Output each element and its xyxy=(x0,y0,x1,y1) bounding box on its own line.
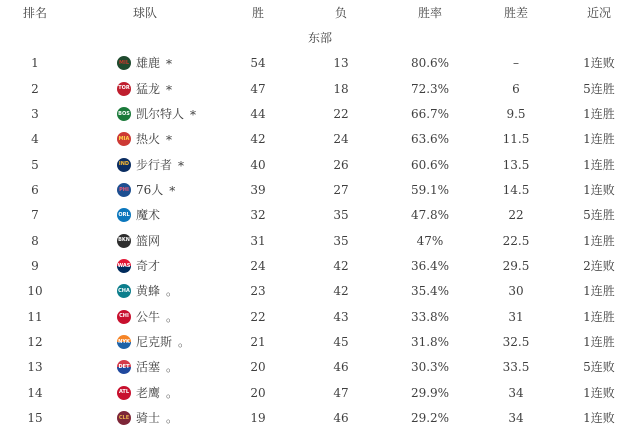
wins-cell xyxy=(220,253,296,278)
rank-value: 11 xyxy=(27,309,43,324)
wins-value: 24 xyxy=(250,259,266,274)
wins-value: 19 xyxy=(250,411,266,426)
pct-cell xyxy=(386,304,474,329)
gb-cell xyxy=(474,304,558,329)
team-abbr: CLE xyxy=(118,414,130,421)
wins-value: 39 xyxy=(250,183,266,198)
streak-cell xyxy=(558,51,640,76)
header-row xyxy=(0,0,640,25)
gb-cell xyxy=(474,127,558,152)
rank-cell xyxy=(0,253,70,278)
losses-cell xyxy=(296,279,386,304)
losses-cell xyxy=(296,152,386,177)
wins-value: 31 xyxy=(250,233,266,248)
rank-cell xyxy=(0,127,70,152)
rank-cell xyxy=(0,329,70,354)
wins-value: 21 xyxy=(250,335,266,350)
losses-value: 42 xyxy=(333,284,349,299)
gb-value: 11.5 xyxy=(502,132,530,147)
rank-cell xyxy=(0,76,70,101)
team-name: 雄鹿 xyxy=(136,56,161,71)
team-logo-icon xyxy=(117,208,131,222)
rank-value: 10 xyxy=(27,284,43,299)
losses-cell xyxy=(296,355,386,380)
table-row xyxy=(0,279,640,304)
streak-value: 1连胜 xyxy=(583,132,615,147)
col-header-gb: 胜差 xyxy=(503,5,528,20)
team-logo-icon xyxy=(117,107,131,121)
team-abbr: MIL xyxy=(118,59,130,66)
team-cell xyxy=(70,228,220,253)
team-abbr: ATL xyxy=(118,389,130,396)
streak-cell xyxy=(558,76,640,101)
gb-cell xyxy=(474,279,558,304)
streak-cell xyxy=(558,152,640,177)
clinch-marker: * xyxy=(166,133,173,148)
gb-cell xyxy=(474,152,558,177)
wins-cell xyxy=(220,51,296,76)
team-abbr: WAS xyxy=(117,262,131,269)
team-logo-icon xyxy=(117,411,131,425)
losses-cell xyxy=(296,253,386,278)
table-row xyxy=(0,304,640,329)
streak-value: 1连胜 xyxy=(583,335,615,350)
wins-value: 20 xyxy=(250,385,266,400)
streak-cell xyxy=(558,329,640,354)
table-row xyxy=(0,329,640,354)
streak-value: 1连胜 xyxy=(583,309,615,324)
rank-value: 1 xyxy=(31,56,39,71)
pct-value: 59.1% xyxy=(410,183,450,198)
team-logo-icon xyxy=(117,234,131,248)
team-name: 活塞 xyxy=(136,360,161,375)
gb-value: 33.5 xyxy=(502,360,530,375)
rank-value: 15 xyxy=(27,411,43,426)
team-cell xyxy=(70,253,220,278)
gb-cell xyxy=(474,177,558,202)
team-name: 凯尔特人 xyxy=(136,107,185,122)
team-cell xyxy=(70,76,220,101)
streak-cell xyxy=(558,203,640,228)
losses-cell xyxy=(296,406,386,431)
losses-value: 26 xyxy=(333,157,349,172)
table-row xyxy=(0,228,640,253)
gb-value: – xyxy=(513,56,519,71)
rank-value: 14 xyxy=(27,385,43,400)
wins-value: 20 xyxy=(250,360,266,375)
pct-value: 35.4% xyxy=(410,284,450,299)
wins-cell xyxy=(220,304,296,329)
pct-value: 31.8% xyxy=(410,335,450,350)
rank-cell xyxy=(0,228,70,253)
table-row xyxy=(0,51,640,76)
clinch-marker: * xyxy=(169,184,176,199)
wins-value: 40 xyxy=(250,157,266,172)
gb-value: 6 xyxy=(512,81,520,96)
clinch-marker: * xyxy=(190,108,197,123)
team-name: 步行者 xyxy=(136,157,173,172)
wins-cell xyxy=(220,406,296,431)
streak-value: 1连胜 xyxy=(583,233,615,248)
team-logo-icon xyxy=(117,284,131,298)
gb-cell xyxy=(474,329,558,354)
wins-cell xyxy=(220,279,296,304)
wins-cell xyxy=(220,127,296,152)
wins-cell xyxy=(220,329,296,354)
team-logo-icon xyxy=(117,335,131,349)
col-header-pct: 胜率 xyxy=(417,5,442,20)
team-abbr: CHA xyxy=(118,287,130,294)
rank-cell xyxy=(0,203,70,228)
team-cell xyxy=(70,51,220,76)
team-cell xyxy=(70,329,220,354)
clinch-marker: 。 xyxy=(166,385,179,400)
streak-value: 1连败 xyxy=(583,411,615,426)
pct-cell xyxy=(386,76,474,101)
gb-value: 22 xyxy=(508,208,524,223)
streak-value: 1连败 xyxy=(583,183,615,198)
col-header-wins: 胜 xyxy=(251,5,264,20)
team-name: 公牛 xyxy=(136,309,161,324)
team-cell xyxy=(70,279,220,304)
losses-value: 46 xyxy=(333,360,349,375)
col-header-streak: 近况 xyxy=(586,5,611,20)
streak-value: 1连胜 xyxy=(583,107,615,122)
losses-value: 27 xyxy=(333,183,349,198)
losses-cell xyxy=(296,101,386,126)
table-row xyxy=(0,203,640,228)
team-name: 黄蜂 xyxy=(136,284,161,299)
team-name: 魔术 xyxy=(136,208,161,223)
rank-value: 5 xyxy=(31,157,39,172)
losses-cell xyxy=(296,329,386,354)
gb-cell xyxy=(474,228,558,253)
streak-value: 1连败 xyxy=(583,56,615,71)
wins-value: 47 xyxy=(250,81,266,96)
team-name: 篮网 xyxy=(136,233,161,248)
clinch-marker: 。 xyxy=(166,284,179,299)
team-abbr: ORL xyxy=(118,211,130,218)
rank-value: 9 xyxy=(31,259,39,274)
losses-cell xyxy=(296,127,386,152)
team-logo-icon xyxy=(117,82,131,96)
col-header-team: 球队 xyxy=(132,5,157,20)
streak-cell xyxy=(558,101,640,126)
clinch-marker: 。 xyxy=(166,411,179,426)
gb-cell xyxy=(474,355,558,380)
team-cell xyxy=(70,101,220,126)
wins-value: 32 xyxy=(250,208,266,223)
team-logo-icon xyxy=(117,386,131,400)
pct-value: 33.8% xyxy=(410,309,450,324)
pct-value: 47.8% xyxy=(410,208,450,223)
streak-cell xyxy=(558,127,640,152)
team-logo-icon xyxy=(117,158,131,172)
pct-value: 66.7% xyxy=(410,107,450,122)
pct-value: 63.6% xyxy=(410,132,450,147)
team-cell xyxy=(70,203,220,228)
pct-value: 72.3% xyxy=(410,81,450,96)
pct-cell xyxy=(386,177,474,202)
rank-value: 3 xyxy=(31,107,39,122)
team-name: 尼克斯 xyxy=(136,335,173,350)
losses-cell xyxy=(296,380,386,405)
wins-value: 44 xyxy=(250,107,266,122)
pct-cell xyxy=(386,329,474,354)
pct-cell xyxy=(386,406,474,431)
clinch-marker: * xyxy=(178,158,185,173)
wins-cell xyxy=(220,203,296,228)
gb-cell xyxy=(474,101,558,126)
streak-cell xyxy=(558,228,640,253)
wins-cell xyxy=(220,380,296,405)
gb-value: 31 xyxy=(508,309,524,324)
team-cell xyxy=(70,177,220,202)
rank-value: 13 xyxy=(27,360,43,375)
table-row xyxy=(0,406,640,431)
losses-cell xyxy=(296,51,386,76)
gb-cell xyxy=(474,380,558,405)
gb-cell xyxy=(474,203,558,228)
rank-cell xyxy=(0,177,70,202)
team-abbr: TOR xyxy=(118,85,130,92)
table-row xyxy=(0,76,640,101)
team-cell xyxy=(70,355,220,380)
clinch-marker: * xyxy=(166,57,173,72)
team-cell xyxy=(70,406,220,431)
gb-value: 34 xyxy=(508,385,524,400)
streak-value: 2连败 xyxy=(583,259,615,274)
standings-body xyxy=(0,25,640,431)
team-abbr: BOS xyxy=(118,110,130,117)
team-abbr: DET xyxy=(118,363,130,370)
losses-cell xyxy=(296,177,386,202)
team-logo-icon xyxy=(117,56,131,70)
wins-cell xyxy=(220,76,296,101)
gb-value: 13.5 xyxy=(502,157,530,172)
team-cell xyxy=(70,380,220,405)
losses-cell xyxy=(296,203,386,228)
table-row xyxy=(0,380,640,405)
losses-value: 18 xyxy=(333,81,349,96)
pct-cell xyxy=(386,51,474,76)
rank-value: 2 xyxy=(31,81,39,96)
pct-cell xyxy=(386,152,474,177)
clinch-marker: * xyxy=(166,82,173,97)
wins-value: 23 xyxy=(250,284,266,299)
rank-cell xyxy=(0,406,70,431)
gb-value: 9.5 xyxy=(506,107,526,122)
rank-value: 12 xyxy=(27,335,43,350)
losses-value: 42 xyxy=(333,259,349,274)
losses-value: 13 xyxy=(333,56,349,71)
team-abbr: BKN xyxy=(118,237,130,244)
team-abbr: MIA xyxy=(118,135,130,142)
gb-value: 34 xyxy=(508,411,524,426)
team-logo-icon xyxy=(117,259,131,273)
streak-value: 1连败 xyxy=(583,385,615,400)
rank-cell xyxy=(0,51,70,76)
rank-cell xyxy=(0,380,70,405)
team-cell xyxy=(70,127,220,152)
clinch-marker: 。 xyxy=(178,335,191,350)
losses-cell xyxy=(296,304,386,329)
streak-cell xyxy=(558,304,640,329)
wins-cell xyxy=(220,355,296,380)
col-header-rank: 排名 xyxy=(22,5,47,20)
rank-value: 4 xyxy=(31,132,39,147)
pct-cell xyxy=(386,279,474,304)
gb-value: 32.5 xyxy=(502,335,530,350)
gb-value: 29.5 xyxy=(502,259,530,274)
streak-value: 5连败 xyxy=(583,360,615,375)
rank-cell xyxy=(0,101,70,126)
table-row xyxy=(0,355,640,380)
team-logo-icon xyxy=(117,183,131,197)
streak-value: 1连胜 xyxy=(583,284,615,299)
losses-value: 35 xyxy=(333,233,349,248)
streak-value: 5连胜 xyxy=(583,208,615,223)
pct-value: 29.2% xyxy=(410,411,450,426)
team-logo-icon xyxy=(117,132,131,146)
losses-cell xyxy=(296,228,386,253)
pct-cell xyxy=(386,253,474,278)
rank-cell xyxy=(0,279,70,304)
table-row xyxy=(0,253,640,278)
col-header-losses: 负 xyxy=(334,5,347,20)
streak-cell xyxy=(558,253,640,278)
rank-value: 6 xyxy=(31,183,39,198)
clinch-marker: 。 xyxy=(166,309,179,324)
pct-value: 36.4% xyxy=(410,259,450,274)
losses-value: 35 xyxy=(333,208,349,223)
losses-value: 47 xyxy=(333,385,349,400)
streak-value: 5连胜 xyxy=(583,81,615,96)
team-abbr: NYK xyxy=(118,338,130,345)
team-abbr: CHI xyxy=(119,313,129,320)
pct-cell xyxy=(386,380,474,405)
pct-value: 29.9% xyxy=(410,385,450,400)
wins-value: 42 xyxy=(250,132,266,147)
rank-value: 8 xyxy=(31,233,39,248)
pct-value: 80.6% xyxy=(410,56,450,71)
gb-value: 22.5 xyxy=(502,233,530,248)
streak-cell xyxy=(558,380,640,405)
team-name: 奇才 xyxy=(136,259,161,274)
team-name: 76人 xyxy=(136,183,164,198)
clinch-marker: 。 xyxy=(166,360,179,375)
wins-cell xyxy=(220,228,296,253)
streak-cell xyxy=(558,406,640,431)
team-logo-icon xyxy=(117,360,131,374)
gb-cell xyxy=(474,406,558,431)
table-row xyxy=(0,101,640,126)
wins-value: 22 xyxy=(250,309,266,324)
team-cell xyxy=(70,304,220,329)
team-name: 骑士 xyxy=(136,411,161,426)
gb-cell xyxy=(474,253,558,278)
team-abbr: IND xyxy=(118,161,130,168)
rank-cell xyxy=(0,152,70,177)
wins-cell xyxy=(220,101,296,126)
team-name: 热火 xyxy=(136,132,161,147)
table-row xyxy=(0,152,640,177)
pct-value: 60.6% xyxy=(410,157,450,172)
table-row xyxy=(0,127,640,152)
gb-value: 14.5 xyxy=(502,183,530,198)
losses-value: 45 xyxy=(333,335,349,350)
pct-value: 30.3% xyxy=(410,360,450,375)
team-abbr: PHI xyxy=(119,186,129,193)
pct-value: 47% xyxy=(416,233,444,248)
streak-cell xyxy=(558,355,640,380)
gb-cell xyxy=(474,76,558,101)
losses-value: 22 xyxy=(333,107,349,122)
losses-value: 46 xyxy=(333,411,349,426)
streak-cell xyxy=(558,279,640,304)
team-name: 老鹰 xyxy=(136,385,161,400)
rank-cell xyxy=(0,304,70,329)
streak-value: 1连胜 xyxy=(583,157,615,172)
team-name: 猛龙 xyxy=(136,81,161,96)
gb-value: 30 xyxy=(508,284,524,299)
pct-cell xyxy=(386,127,474,152)
pct-cell xyxy=(386,228,474,253)
wins-cell xyxy=(220,177,296,202)
pct-cell xyxy=(386,355,474,380)
rank-value: 7 xyxy=(31,208,39,223)
pct-cell xyxy=(386,203,474,228)
section-row xyxy=(0,25,640,50)
conference-label: 东部 xyxy=(307,31,332,46)
losses-cell xyxy=(296,76,386,101)
gb-cell xyxy=(474,51,558,76)
losses-value: 24 xyxy=(333,132,349,147)
pct-cell xyxy=(386,101,474,126)
losses-value: 43 xyxy=(333,309,349,324)
wins-value: 54 xyxy=(250,56,266,71)
rank-cell xyxy=(0,355,70,380)
streak-cell xyxy=(558,177,640,202)
team-cell xyxy=(70,152,220,177)
team-logo-icon xyxy=(117,310,131,324)
table-row xyxy=(0,177,640,202)
wins-cell xyxy=(220,152,296,177)
